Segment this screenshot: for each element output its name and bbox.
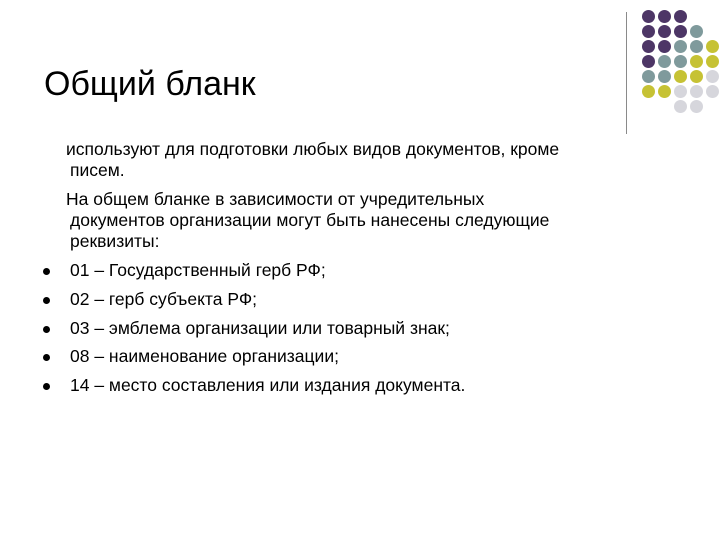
paragraph-continuation: реквизиты:: [70, 231, 160, 251]
decor-dot: [674, 40, 687, 53]
decor-dot: [706, 55, 719, 68]
decor-dot: [658, 55, 671, 68]
decor-dot: [690, 100, 703, 113]
list-item-text: 08 – наименование организации;: [70, 346, 339, 366]
bullet-icon: [43, 268, 50, 275]
bullet-icon: [43, 354, 50, 361]
paragraph: используют для подготовки любых видов документов, кроме: [66, 139, 560, 159]
list-item-text: 03 – эмблема организации или товарный знак;: [70, 318, 450, 338]
decor-dot: [674, 100, 687, 113]
decor-dot: [690, 70, 703, 83]
decor-dot: [690, 25, 703, 38]
decor-dot: [674, 25, 687, 38]
bullet-icon: [43, 383, 50, 390]
decor-dot: [642, 85, 655, 98]
decor-dot: [674, 10, 687, 23]
decor-dot: [642, 40, 655, 53]
paragraph-continuation: писем.: [70, 160, 125, 180]
decorative-dot-grid: [636, 10, 720, 120]
decor-dot: [658, 85, 671, 98]
bullet-icon: [43, 297, 50, 304]
list-item-text: 14 – место составления или издания документа.: [70, 375, 466, 395]
paragraph: На общем бланке в зависимости от учредительных: [66, 189, 485, 209]
decor-dot: [690, 85, 703, 98]
slide-title: Общий бланк: [44, 65, 256, 103]
bullet-icon: [43, 326, 50, 333]
decor-dot: [658, 40, 671, 53]
paragraph-continuation: документов организации могут быть нанесены следующие: [70, 210, 550, 230]
list-item-text: 01 – Государственный герб РФ;: [70, 260, 326, 280]
decor-dot: [674, 70, 687, 83]
decor-dot: [706, 40, 719, 53]
decor-dot: [690, 55, 703, 68]
list-item-text: 02 – герб субъекта РФ;: [70, 289, 257, 309]
decor-dot: [658, 70, 671, 83]
decor-dot: [658, 25, 671, 38]
decor-dot: [642, 10, 655, 23]
decor-dot: [674, 85, 687, 98]
decorative-divider: [626, 12, 627, 134]
decor-dot: [642, 55, 655, 68]
decor-dot: [642, 25, 655, 38]
decor-dot: [706, 85, 719, 98]
decor-dot: [658, 10, 671, 23]
decor-dot: [706, 70, 719, 83]
decor-dot: [690, 40, 703, 53]
decor-dot: [642, 70, 655, 83]
decor-dot: [674, 55, 687, 68]
